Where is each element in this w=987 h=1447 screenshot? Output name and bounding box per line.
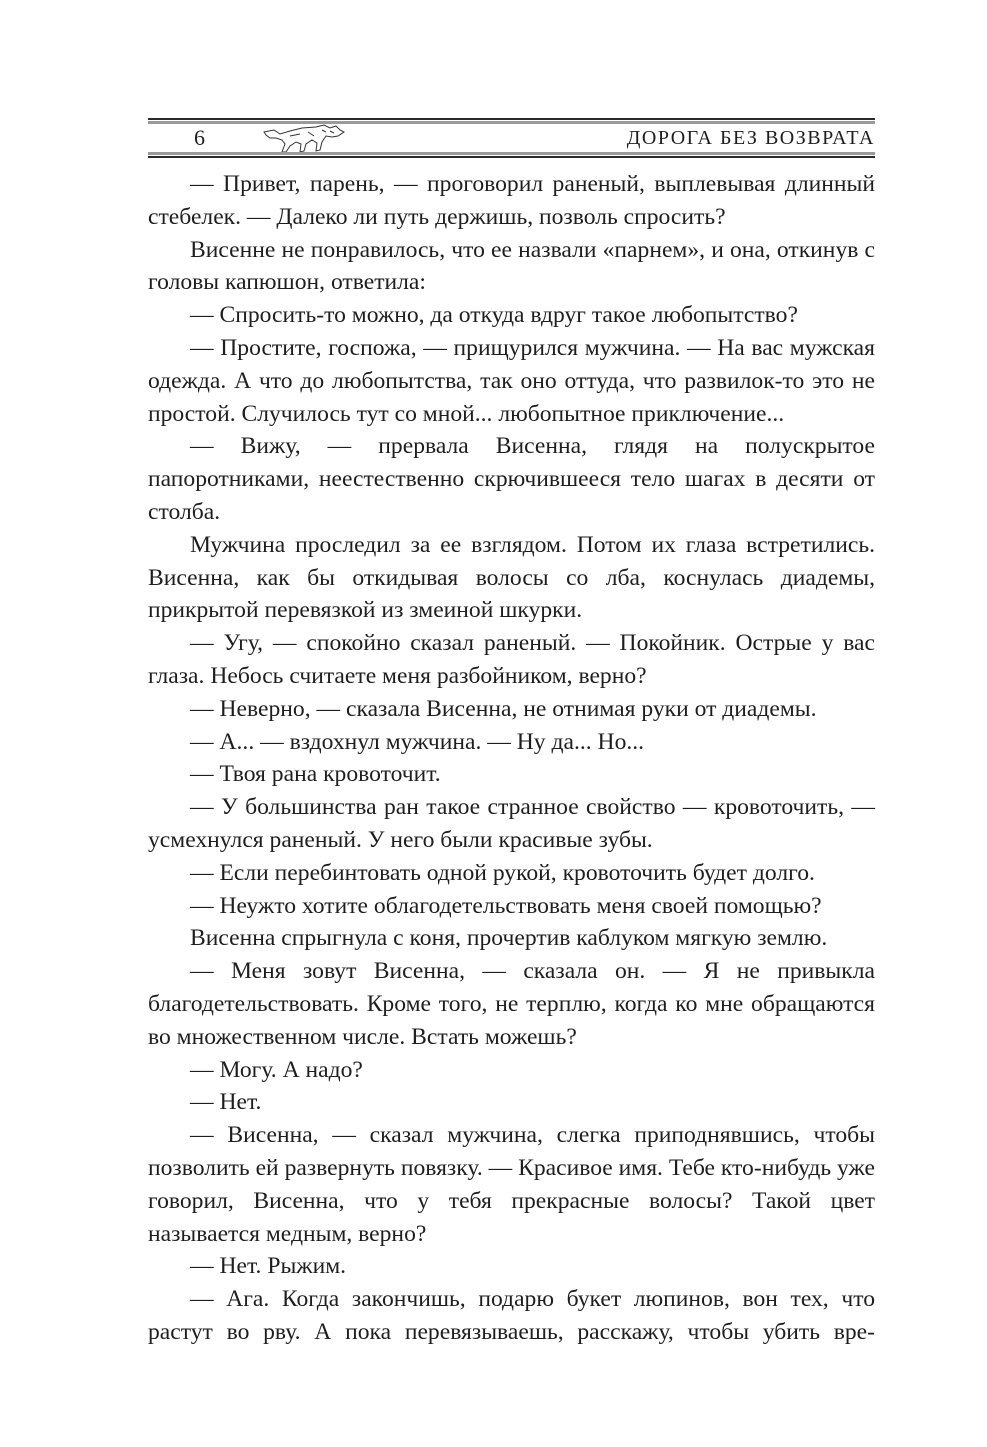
page-number: 6: [194, 125, 205, 150]
page-body: [148, 168, 875, 1349]
paragraph: — Вижу, — прервала Висенна, глядя на полускрытое папоротниками, неестественно скрючившееся тело шагах в десяти от столба.: [148, 433, 875, 525]
book-page: [148, 118, 875, 1345]
paragraph: — Неверно, — сказала Висенна, не отнимая руки от диадемы.: [190, 695, 817, 722]
paragraph: — У большинства ран такое странное свойство — кровоточить, — усмехнулся раненый. У него были красивые зубы.: [148, 794, 875, 853]
paragraph: — Спросить-то можно, да откуда вдруг такое любопытство?: [190, 302, 798, 329]
wolf-ornament-icon: [260, 122, 348, 154]
header-rule-bottom: [148, 156, 875, 158]
header-rule-top: [148, 118, 875, 120]
paragraph: — Привет, парень, — проговорил раненый, выплевывая длинный стебелек. — Далеко ли путь держишь, позволь спросить?: [148, 171, 875, 230]
paragraph: — Нет. Рыжим.: [190, 1253, 347, 1280]
paragraph: Висенне не понравилось, что ее назвали «парнем», и она, откинув с головы капюшон, ответила:: [148, 236, 875, 296]
paragraph: — Ага. Когда закончишь, подарю букет люпинов, вон тех, что растут во рву. А пока перевязываешь, расскажу, чтобы убить вре-: [148, 1286, 875, 1345]
paragraph: Мужчина проследил за ее взглядом. Потом их глаза встретились. Висенна, как бы откидывая волосы со лба, коснулась диадемы, прикрытой перевязкой из змеиной шкурки.: [148, 531, 875, 624]
paragraph: — Висенна, — сказал мужчина, слегка приподнявшись, чтобы позволить ей развернуть повязку. — Красивое имя. Тебе кто-нибудь уже говорил, Висенна, что у тебя прекрасные волосы? Такой цвет называется медным, верно?: [148, 1122, 875, 1247]
paragraph: — А... — вздохнул мужчина. — Ну да... Но...: [190, 728, 645, 755]
paragraph: — Меня зовут Висенна, — сказала он. — Я не привыкла благодетельствовать. Кроме того, не терплю, когда ко мне обращаются во множественном числе. Встать можешь?: [148, 958, 875, 1050]
paragraph: — Неужто хотите облагодетельствовать меня своей помощью?: [190, 892, 822, 919]
running-title: ДОРОГА БЕЗ ВОЗВРАТА: [626, 127, 875, 149]
paragraph: — Простите, госпожа, — прищурился мужчина. — На вас мужская одежда. А что до любопытства, так оно оттуда, что развилок-то это не простой. Случилось тут со мной... любопытное приключение...: [148, 334, 875, 427]
header-rule-top-gray: [148, 121, 875, 124]
paragraph: — Могу. А надо?: [190, 1056, 363, 1083]
header-rule-bottom-gray: [148, 152, 875, 155]
paragraph: — Если перебинтовать одной рукой, кровоточить будет долго.: [190, 859, 815, 886]
paragraph: — Твоя рана кровоточит.: [190, 761, 441, 788]
paragraph: — Угу, — спокойно сказал раненый. — Покойник. Острые у вас глаза. Небось считаете меня разбойником, верно?: [148, 630, 875, 689]
paragraph: — Нет.: [190, 1089, 262, 1116]
paragraph: Висенна спрыгнула с коня, прочертив каблуком мягкую землю.: [190, 925, 828, 952]
page-header: [148, 118, 875, 160]
